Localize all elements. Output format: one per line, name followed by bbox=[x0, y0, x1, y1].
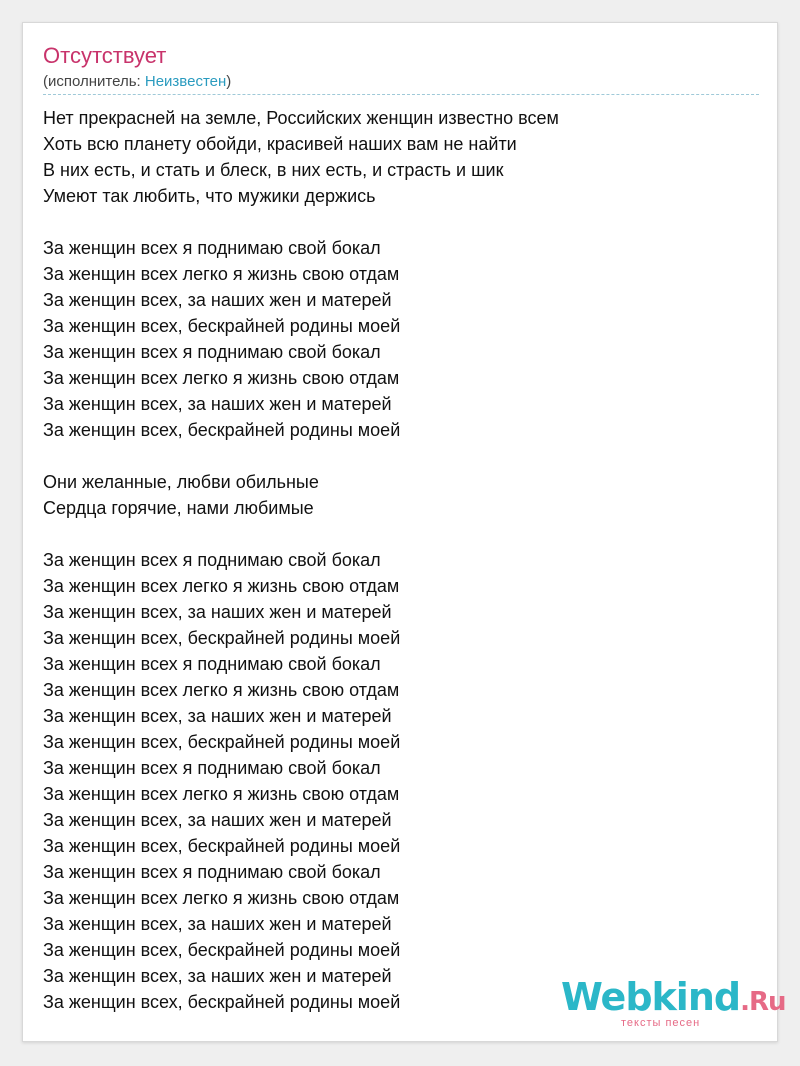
lyrics-card bbox=[22, 22, 778, 1042]
lyrics-line: Умеют так любить, что мужики держись bbox=[43, 186, 376, 206]
lyrics-line: За женщин всех я поднимаю свой бокал bbox=[43, 654, 381, 674]
lyrics-line: Хоть всю планету обойди, красивей наших вам не найти bbox=[43, 134, 517, 154]
lyrics-line: За женщин всех, за наших жен и матерей bbox=[43, 914, 392, 934]
lyrics-line: За женщин всех, бескрайней родины моей bbox=[43, 732, 401, 752]
artist-link[interactable]: Неизвестен bbox=[144, 73, 227, 90]
lyrics-line: За женщин всех легко я жизнь свою отдам bbox=[43, 680, 400, 700]
logo-tagline: тексты песен bbox=[621, 1017, 701, 1029]
lyrics-line: Они желанные, любви обильные bbox=[43, 472, 319, 492]
logo-wordmark bbox=[561, 975, 786, 1019]
site-logo[interactable] bbox=[561, 975, 786, 1029]
lyrics-stanza bbox=[43, 105, 559, 209]
lyrics-line: За женщин всех легко я жизнь свою отдам bbox=[43, 368, 400, 388]
lyrics-line: За женщин всех, бескрайней родины моей bbox=[43, 316, 401, 336]
song-title: Отсутствует bbox=[43, 43, 167, 68]
lyrics-line: За женщин всех, за наших жен и матерей bbox=[43, 602, 392, 622]
lyrics-line: За женщин всех, за наших жен и матерей bbox=[43, 394, 392, 414]
lyrics-stanza bbox=[43, 469, 559, 521]
lyrics-line: За женщин всех легко я жизнь свою отдам bbox=[43, 264, 400, 284]
lyrics-line: За женщин всех я поднимаю свой бокал bbox=[43, 238, 381, 258]
lyrics-line: За женщин всех легко я жизнь свою отдам bbox=[43, 784, 400, 804]
lyrics-line: Нет прекрасней на земле, Российских женщин известно всем bbox=[43, 108, 559, 128]
lyrics-line: За женщин всех, бескрайней родины моей bbox=[43, 420, 401, 440]
lyrics-line: За женщин всех легко я жизнь свою отдам bbox=[43, 576, 400, 596]
lyrics-line: За женщин всех, бескрайней родины моей bbox=[43, 628, 401, 648]
lyrics-line: За женщин всех я поднимаю свой бокал bbox=[43, 862, 381, 882]
lyrics-line: За женщин всех, бескрайней родины моей bbox=[43, 940, 401, 960]
lyrics-stanza bbox=[43, 547, 559, 1015]
lyrics-line: Сердца горячие, нами любимые bbox=[43, 498, 314, 518]
artist-line bbox=[43, 73, 231, 90]
lyrics-line: За женщин всех, бескрайней родины моей bbox=[43, 992, 401, 1012]
lyrics-line: За женщин всех, за наших жен и матерей bbox=[43, 290, 392, 310]
logo-domain: .Ru bbox=[740, 987, 786, 1017]
lyrics-line: За женщин всех я поднимаю свой бокал bbox=[43, 550, 381, 570]
lyrics-line: За женщин всех легко я жизнь свою отдам bbox=[43, 888, 400, 908]
lyrics-line: За женщин всех, за наших жен и матерей bbox=[43, 810, 392, 830]
title-divider bbox=[43, 94, 759, 95]
lyrics-line: За женщин всех, за наших жен и матерей bbox=[43, 706, 392, 726]
lyrics-line: За женщин всех, бескрайней родины моей bbox=[43, 836, 401, 856]
lyrics-stanza bbox=[43, 235, 559, 443]
artist-prefix: (исполнитель: bbox=[43, 73, 145, 90]
lyrics-line: За женщин всех, за наших жен и матерей bbox=[43, 966, 392, 986]
lyrics-line: За женщин всех я поднимаю свой бокал bbox=[43, 758, 381, 778]
lyrics-text bbox=[43, 105, 559, 1015]
artist-suffix: ) bbox=[226, 73, 232, 90]
logo-name: Webkind bbox=[561, 975, 741, 1019]
lyrics-line: За женщин всех я поднимаю свой бокал bbox=[43, 342, 381, 362]
lyrics-line: В них есть, и стать и блеск, в них есть, и страсть и шик bbox=[43, 160, 504, 180]
